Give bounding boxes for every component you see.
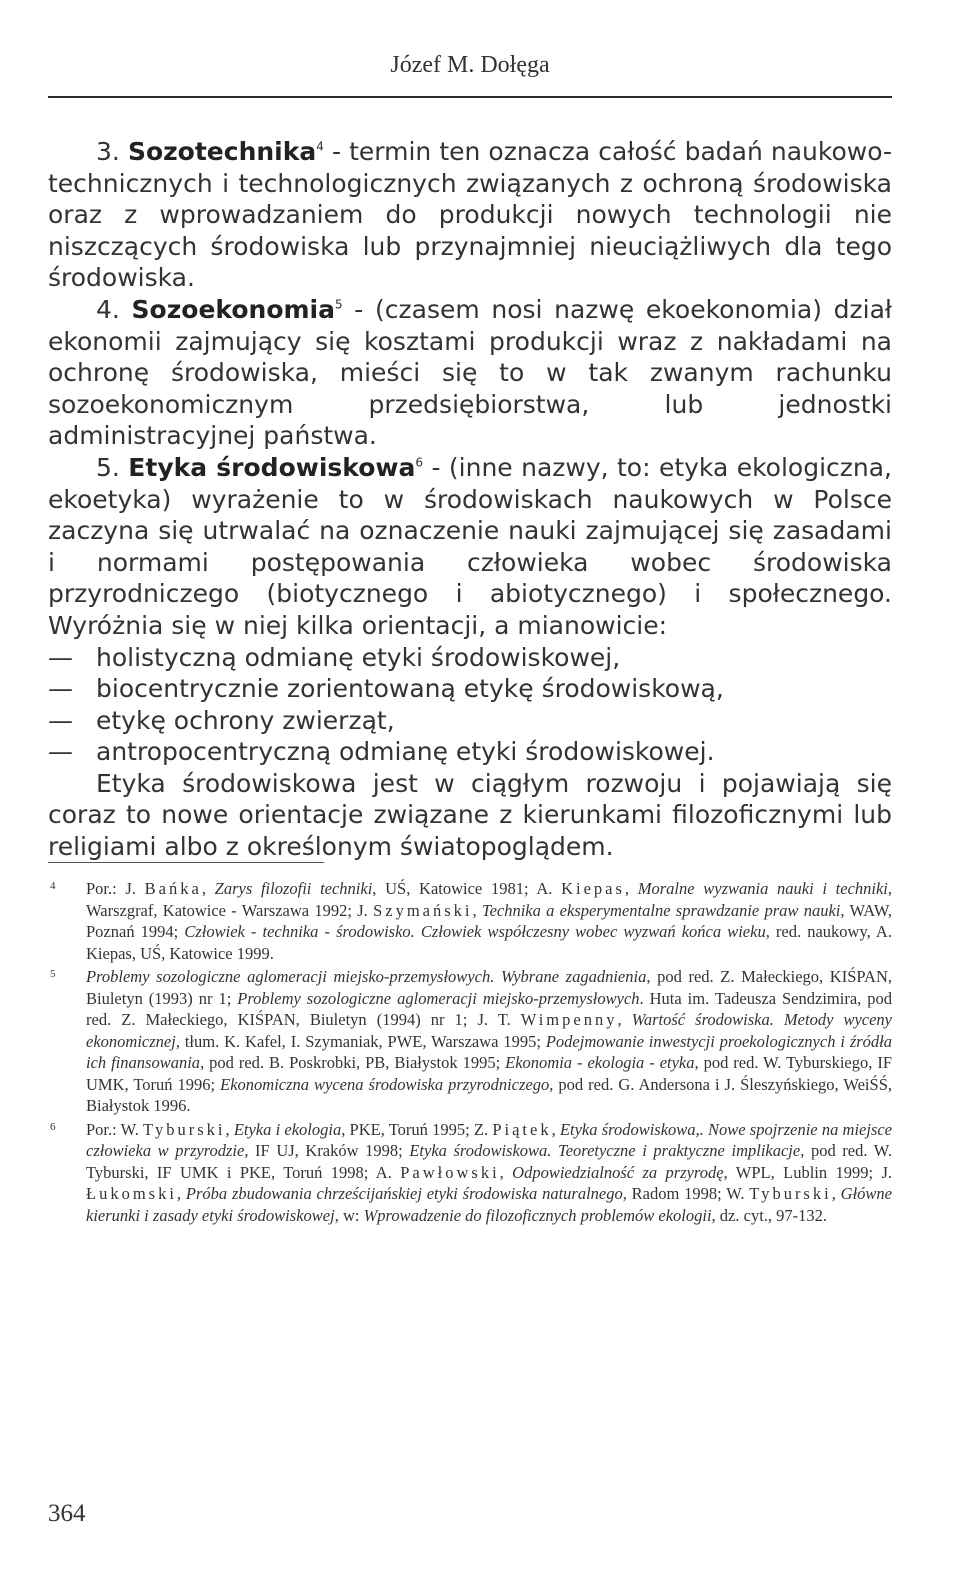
- footnote-6: 6 Por.: W. Tyburski, Etyka i ekologia, PKE, Toruń 1995; Z. Piątek, Etyka środowiskowa,. Nowe spojrzenie na miejsce człowieka w przyrodzie, IF UJ, Kraków 1998; Etyka środowiskowa. Teoretyczne i praktyczne implikacje, pod red. W. Tyburski, IF UMK i PKE, Toruń 1998; A. Pawłowski, Odpowiedzialność za przyrodę, WPL, Lublin 1999; J. Łukomski, Próba zbudowania chrześcijańskiej etyki środowiska naturalnego, Radom 1998; W. Tyburski, Główne kierunki i zasady etyki środowiskowej, w: Wprowadzenie do filozoficznych problemów ekologii, dz. cyt., 97-132.: [48, 1119, 892, 1227]
- running-header: Józef M. Dołęga: [390, 52, 550, 78]
- list-item: [48, 642, 892, 674]
- page-number: 364: [48, 1500, 86, 1527]
- item-number: 5.: [96, 452, 120, 482]
- definition-text: - termin ten oznacza całość badań naukowo-technicznych i technologicznych związanych z ochroną środowiska oraz z wprowadzaniem do produkcji nowych technologii nie niszczących środowiska lub przynajmniej nieuciążliwych dla tego środowiska.: [48, 137, 893, 293]
- list-item-text: etykę ochrony zwierząt,: [96, 705, 395, 735]
- footnote-number: 6: [50, 1120, 56, 1133]
- dash-bullet: —: [48, 674, 73, 704]
- list-item-text: antropocentryczną odmianę etyki środowiskowej.: [96, 737, 715, 767]
- footnote-4: 4 Por.: J. Bańka, Zarys filozofii techniki, UŚ, Katowice 1981; A. Kiepas, Moralne wyzwania nauki i techniki, Warszgraf, Katowice - Warszawa 1992; J. Szymański, Technika a eksperymentalne sprawdzanie praw nauki, WAW, Poznań 1994; Człowiek - technika - środowisko. Człowiek współczesny wobec wyzwań końca wieku, red. naukowy, A. Kiepas, UŚ, Katowice 1999.: [48, 878, 892, 964]
- dash-bullet: —: [48, 642, 73, 672]
- paragraph-etyka-srodowiskowa: [48, 452, 892, 642]
- list-item-text: holistyczną odmianę etyki środowiskowej,: [96, 642, 621, 672]
- footnotes: [48, 878, 892, 1228]
- definition-text: - (inne nazwy, to: etyka ekologiczna, ekoetyka) wyrażenie to w środowiskach naukowych w Polsce zaczyna się utrwalać na oznaczenie nauki zajmującej się zasadami i normami postępowania człowieka wobec środowiska przyrodniczego (biotycznego i abiotycznego) i społecznego. Wyróżnia się w niej kilka orientacji, a mianowicie:: [48, 452, 893, 640]
- term-sozotechnika: Sozotechnika: [127, 137, 317, 166]
- footnote-5: 5 Problemy sozologiczne aglomeracji miejsko-przemysłowych. Wybrane zagadnienia, pod red. Z. Małeckiego, KIŚPAN, Biuletyn (1993) nr 1; Problemy sozologiczne aglomeracji miejsko-przemysłowych. Huta im. Tadeusza Sendzimira, pod red. Z. Małeckiego, KIŚPAN, Biuletyn (1994) nr 1; J. T. Wimpenny, Wartość środowiska. Metody wyceny ekonomicznej, tłum. K. Kafel, I. Szymaniak, PWE, Warszawa 1995; Podejmowanie inwestycji proekologicznych i źródła ich finansowania, pod red. B. Poskrobki, PB, Białystok 1995; Ekonomia - ekologia - etyka, pod red. W. Tyburskiego, IF UMK, Toruń 1996; Ekonomiczna wycena środowiska przyrodniczego, pod red. G. Andersona i J. Śleszyńskiego, WeiŚŚ, Białystok 1996.: [48, 966, 892, 1117]
- list-item-text: biocentrycznie zorientowaną etykę środowiskową,: [96, 674, 724, 704]
- paragraph-sozotechnika: [48, 136, 892, 294]
- footnote-ref-4[interactable]: 4: [316, 139, 324, 154]
- term-etyka-srodowiskowa: Etyka środowiskowa: [128, 452, 416, 482]
- closing-paragraph: Etyka środowiskowa jest w ciągłym rozwoju i pojawiają się coraz to nowe orientacje związane z kierunkami filozoficznymi lub religiami albo z określonym światopoglądem.: [48, 768, 892, 862]
- list-item: [48, 705, 892, 737]
- header-rule: [48, 96, 892, 98]
- dash-bullet: —: [48, 737, 73, 767]
- list-item: [48, 736, 892, 768]
- footnote-number: 5: [50, 968, 56, 980]
- item-number: 4.: [96, 294, 120, 324]
- footnote-separator: [48, 862, 324, 863]
- dash-bullet: —: [48, 705, 73, 735]
- definition-text: - (czasem nosi nazwę ekoekonomia) dział ekonomii zajmujący się kosztami produkcji wraz z nakładami na ochronę środowiska, mieści się to w tak zwanym rachunku sozoekonomicznym przedsiębiorstwa, lub jednostki administracyjnej państwa.: [48, 294, 892, 451]
- term-sozoekonomia: Sozoekonomia: [131, 294, 335, 324]
- main-text: [48, 136, 892, 863]
- list-item: [48, 673, 892, 705]
- paragraph-sozoekonomia: [48, 294, 892, 452]
- item-number: 3.: [96, 137, 120, 166]
- footnote-ref-5[interactable]: 5: [335, 297, 343, 312]
- footnote-number: 4: [50, 880, 56, 892]
- footnote-ref-6[interactable]: 6: [415, 455, 424, 470]
